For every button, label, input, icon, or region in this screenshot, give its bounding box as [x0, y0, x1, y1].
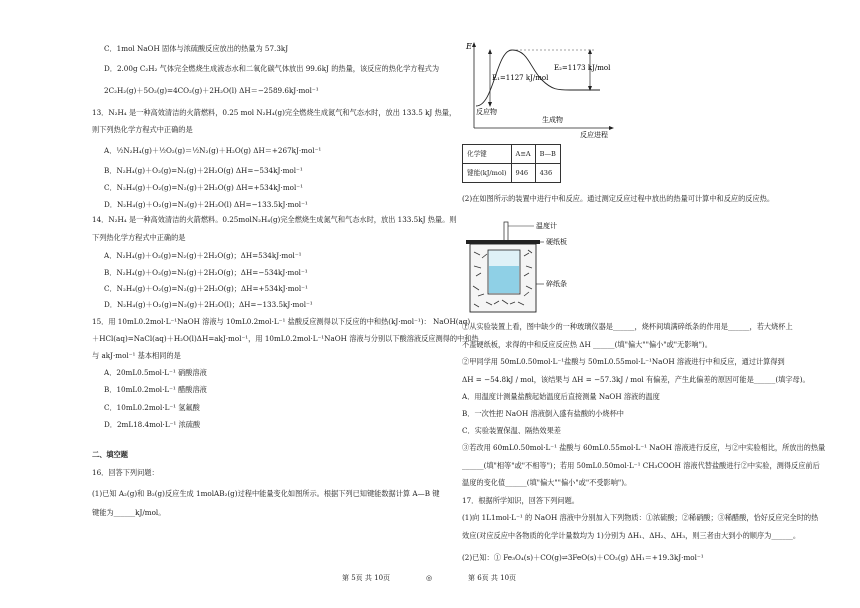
table-cell: B—B [535, 145, 560, 164]
q12-option-c: C．1mol NaOH 固体与浓硫酸反应放出的热量为 57.3kJ [104, 44, 289, 53]
thermometer-label: 温度计 [536, 222, 557, 230]
reactant-label: 反应物 [476, 108, 497, 116]
q16-2-item1-2: 不盖硬纸板，求得的中和反应反应热 ΔH ______(填"偏大""偏小"或"无影响")。 [462, 340, 712, 349]
q13-option-c: C．N₂H₄(g)＋O₂(g)=N₂(g)＋2H₂O(g) ΔH=+534kJ·mol⁻¹ [104, 183, 303, 192]
q14-option-c: C．N₂H₄(g)＋O₂(g)=N₂(g)＋2H₂O(g)；ΔH=+534kJ·mol⁻¹ [104, 284, 308, 293]
q15-option-b: B．10mL0.2mol·L⁻¹ 醋酸溶液 [104, 385, 207, 394]
q14-option-d: D．N₂H₄(g)＋O₂(g)=N₂(g)＋2H₂O(l)；ΔH=−133.5kJ·mol⁻¹ [104, 300, 313, 309]
q16-2-option-c: C．实验装置保温、隔热效果差 [462, 426, 561, 435]
q16-2-option-b: B．一次性把 NaOH 溶液倒入盛有盐酸的小烧杯中 [462, 409, 624, 418]
q16-part2: (2)在如图所示的装置中进行中和反应。通过测定反应过程中放出的热量可计算中和反应的反应热。 [462, 194, 775, 203]
cover-label: 硬纸板 [546, 238, 567, 246]
q17-part1-2: 效应(对应反应中各物质的化学计量数均为 1)分别为 ΔH₁、ΔH₂、ΔH₃，则三者由大到小的顺序为______。 [462, 531, 801, 540]
q13-option-b: B．N₂H₄(g)＋O₂(g)=N₂(g)＋2H₂O(g) ΔH=−534kJ·mol⁻¹ [104, 166, 303, 175]
page-number-left: 第 5页 共 10页 [342, 574, 391, 582]
table-cell: 946 [511, 164, 535, 183]
table-cell: A≡A [511, 145, 535, 164]
e1-label: E₁=1127 kJ/mol [492, 74, 549, 82]
q15-stem: 15．用 10mL0.2mol·L⁻¹NaOH 溶液与 10mL0.2mol·L⁻¹ 盐酸反应测得以下反应的中和热(kJ·mol⁻¹)： NaOH(aq) [92, 317, 471, 326]
energy-diagram [462, 40, 622, 138]
q12-option-d-equation: 2C₂H₂(g)＋5O₂(g)=4CO₂(g)＋2H₂O(l) ΔH＝−2589.6kJ·mol⁻¹ [104, 86, 319, 95]
calorimeter-apparatus [462, 218, 612, 318]
table-header-row [463, 145, 561, 164]
q16-2-item3-3: 温度的变化值______(填"偏大""偏小"或"不受影响")。 [462, 478, 632, 487]
page-number-right: 第 6页 共 10页 [468, 574, 517, 582]
q17-stem: 17．根据所学知识，回答下列问题。 [462, 496, 579, 505]
q16-2-option-a: A．用温度计测量盐酸起始温度后直接测量 NaOH 溶液的温度 [462, 392, 660, 401]
binding-mark: ◎ [426, 574, 433, 582]
q15-option-d: D．2mL18.4mol·L⁻¹ 浓硫酸 [104, 420, 201, 429]
section-heading-fill-in: 二、填空题 [92, 450, 128, 459]
q16-part1: (1)已知 A₂(g)和 B₂(g)反应生成 1molAB₂(g)过程中能量变化如图所示。根据下列已知键能数据计算 A—B 键 [92, 489, 440, 498]
q12-option-d: D．2.00g C₂H₂ 气体完全燃烧生成液态水和二氧化碳气体放出 99.6kJ 的热量，该反应的热化学方程式为 [104, 64, 440, 73]
q13-option-a: A．½N₂H₄(g)＋½O₂(g)＝½N₂(g)＋H₂O(g) ΔH＝+267kJ·mol⁻¹ [104, 146, 322, 155]
q15-option-a: A．20mL0.5mol·L⁻¹ 硝酸溶液 [104, 368, 207, 377]
q16-2-item3-2: ______(填"相等"或"不相等")；若用 50mL0.50mol·L⁻¹ CH₃COOH 溶液代替盐酸进行②中实验，测得反应前后 [462, 461, 820, 470]
q16-2-item3: ③若改用 60mL0.50mol·L⁻¹ 盐酸与 60mL0.55mol·L⁻¹ NaOH 溶液进行反应，与②中实验相比，所放出的热量 [462, 443, 826, 452]
bond-energy-table [462, 144, 561, 183]
q14-option-b: B．N₂H₄(g)＋O₂(g)=N₂(g)＋2H₂O(g)；ΔH=−534kJ·mol⁻¹ [104, 268, 308, 277]
paper-label: 碎纸条 [546, 280, 567, 288]
q13-stem: 13．N₂H₄ 是一种高效清洁的火箭燃料，0.25 mol N₂H₄(g)完全燃烧生成氮气和气态水时，放出 133.5 kJ 热量， [92, 108, 457, 117]
q15-option-c: C．10mL0.2mol·L⁻¹ 氢氟酸 [104, 403, 200, 412]
q16-2-item2: ②甲同学用 50mL0.50mol·L⁻¹盐酸与 50mL0.55mol·L⁻¹NaOH 溶液进行中和反应，通过计算得到 [462, 357, 785, 366]
q14-stem-2: 下列热化学方程式中正确的是 [92, 233, 186, 242]
q14-option-a: A．N₂H₄(g)＋O₂(g)=N₂(g)＋2H₂O(g)；ΔH=534kJ·mol⁻¹ [104, 251, 302, 260]
q16-stem: 16．回答下列问题： [92, 468, 159, 477]
q16-part1-2: 键能为______kJ/mol。 [92, 508, 166, 517]
q14-stem: 14．N₂H₄ 是一种高效清洁的火箭燃料。0.25molN₂H₄(g)完全燃烧生成氮气和气态水时，放出 133.5kJ 热量。则 [92, 215, 457, 224]
e2-label: E₂=1173 kJ/mol [554, 64, 611, 72]
q17-part1: (1)向 1L1mol·L⁻¹ 的 NaOH 溶液中分别加入下列物质：①浓硫酸；②稀硝酸；③稀醋酸，恰好反应完全时的热 [462, 513, 819, 522]
q16-2-item2-2: ΔH = −54.8kJ / mol，该结果与 ΔH = −57.3kJ / mol 有偏差，产生此偏差的原因可能是______(填字母)。 [462, 375, 810, 384]
table-cell: 键能(kJ/mol) [463, 164, 512, 183]
q15-stem-3: 与 akJ·mol⁻¹ 基本相同的是 [92, 351, 181, 360]
cover-board [466, 240, 540, 244]
table-row [463, 164, 561, 183]
q13-option-d: D．N₂H₄(g)＋O₂(g)=N₂(g)＋2H₂O(l) ΔH=−133.5kJ·mol⁻¹ [104, 200, 308, 209]
table-cell: 436 [535, 164, 560, 183]
table-cell: 化学键 [463, 145, 512, 164]
q13-stem-2: 则下列热化学方程式中正确的是 [92, 125, 193, 134]
product-label: 生成物 [542, 116, 563, 124]
axis-y-label: E [466, 42, 472, 51]
axis-x-label: 反应进程 [580, 131, 608, 138]
q16-2-item1: ①从实验装置上看，图中缺少的一种玻璃仪器是______，烧杯间填满碎纸条的作用是______，若大烧杯上 [462, 322, 793, 331]
q17-part2: (2)已知：① Fe₃O₄(s)＋CO(g)⇌3FeO(s)＋CO₂(g) ΔH₁＝+19.3kJ·mol⁻¹ [462, 553, 704, 562]
q15-stem-2: ＋HCl(aq)=NaCl(aq)＋H₂O(l)ΔH=akJ·mol⁻¹，用 10mL0.2mol·L⁻¹NaOH 溶液与分别以下酸溶液反应测得的中和热 [92, 334, 479, 343]
